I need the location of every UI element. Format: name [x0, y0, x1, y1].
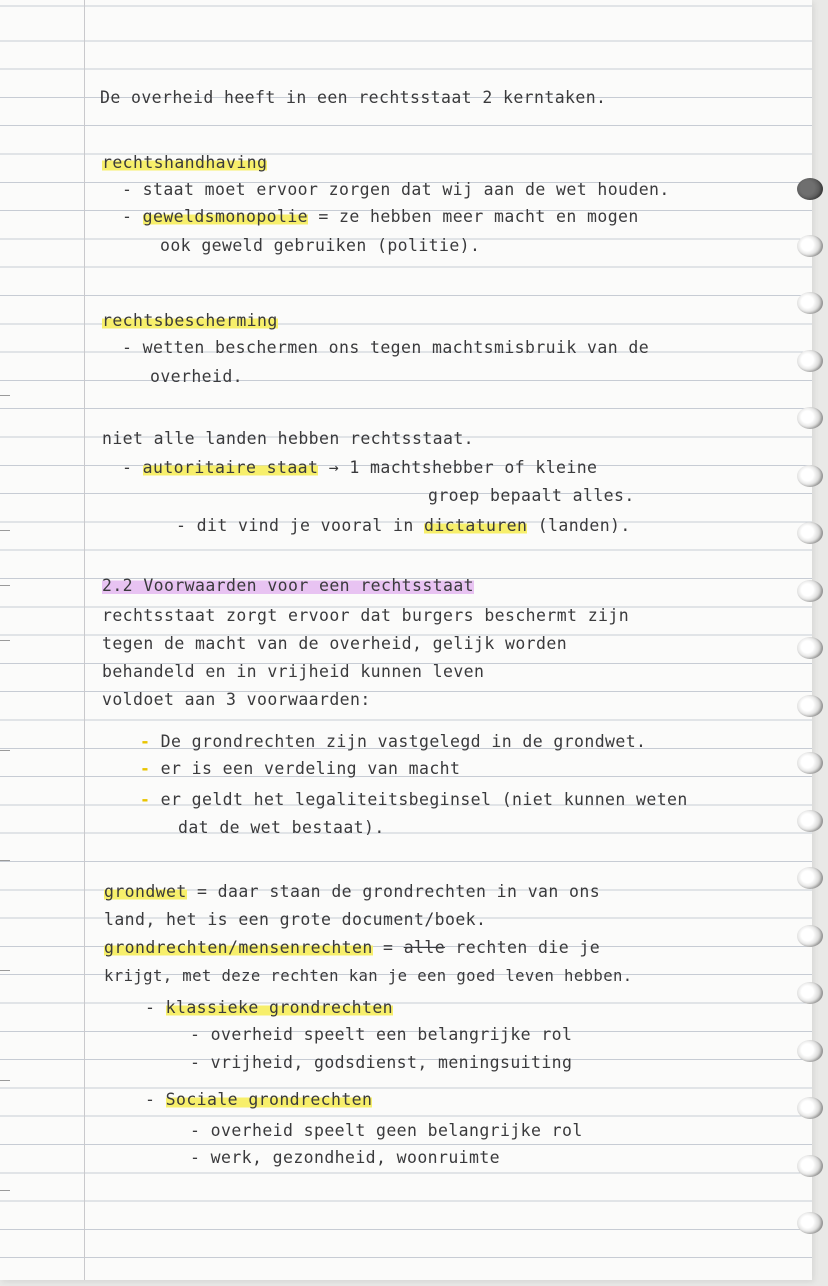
item-text: er geldt het legaliteitsbeginsel (niet kunnen weten: [160, 790, 688, 809]
list-item: - staat moet ervoor zorgen dat wij aan de wet houden.: [122, 180, 670, 199]
punch-hole-icon: [797, 982, 823, 1004]
list-item-continuation: ook geweld gebruiken (politie).: [160, 236, 481, 255]
punch-hole-icon: [797, 637, 823, 659]
punch-hole-icon: [797, 810, 823, 832]
paragraph-line: rechtsstaat zorgt ervoor dat burgers beschermt zijn: [102, 606, 630, 625]
dash: -: [145, 1090, 166, 1109]
edge-tick: [0, 640, 10, 641]
list-item-continuation: dat de wet bestaat).: [178, 818, 385, 837]
item-text: De grondrechten zijn vastgelegd in de grondwet.: [160, 732, 647, 751]
term-definition: = daar staan de grondrechten in van ons: [186, 882, 601, 901]
paragraph-line: niet alle landen hebben rechtsstaat.: [102, 429, 475, 448]
term-highlight: dictaturen: [424, 516, 528, 535]
term-definition: = ze hebben meer macht en mogen: [308, 207, 639, 226]
list-item: [145, 1090, 372, 1110]
punch-hole-icon: [797, 465, 823, 487]
dash: -: [145, 998, 166, 1017]
term-highlight: autoritaire staat: [142, 458, 319, 477]
section-heading-voorwaarden: [102, 576, 474, 596]
paragraph-line: land, het is een grote document/boek.: [104, 910, 487, 929]
list-item: [140, 759, 460, 779]
edge-tick: [0, 1190, 10, 1191]
punch-hole-icon: [797, 1097, 823, 1119]
sub-suffix: (landen).: [527, 516, 631, 535]
struck-word: alle: [403, 938, 446, 957]
punch-hole-icon: [797, 1155, 823, 1177]
subheading-klassieke: klassieke grondrechten: [165, 998, 394, 1017]
section-heading-rechtshandhaving: [102, 153, 267, 173]
sub-prefix: - dit vind je vooral in: [176, 516, 425, 535]
edge-tick: [0, 860, 10, 861]
list-item: [140, 732, 646, 752]
margin-line: [84, 0, 85, 1280]
punch-hole-icon: [797, 178, 823, 200]
heading-text: rechtshandhaving: [102, 153, 268, 172]
dash-yellow: -: [140, 759, 161, 778]
punch-hole-icon: [797, 752, 823, 774]
heading-text: rechtsbescherming: [102, 311, 278, 330]
dash-yellow: -: [140, 732, 161, 751]
paragraph-line: voldoet aan 3 voorwaarden:: [102, 690, 371, 709]
intro-line: De overheid heeft in een rechtsstaat 2 kerntaken.: [100, 88, 607, 107]
list-item-continuation: overheid.: [150, 367, 244, 386]
edge-tick: [0, 970, 10, 971]
edge-tick: [0, 1080, 10, 1081]
punch-hole-icon: [797, 925, 823, 947]
sub-list-item: - overheid speelt een belangrijke rol: [190, 1025, 573, 1044]
list-item-continuation: groep bepaalt alles.: [428, 486, 635, 505]
dash-yellow: -: [140, 790, 161, 809]
paragraph-line: behandeld en in vrijheid kunnen leven: [102, 662, 485, 681]
subheading-sociale: Sociale grondrechten: [165, 1090, 373, 1109]
section-heading-rechtsbescherming: [102, 311, 278, 331]
punch-hole-icon: [797, 695, 823, 717]
edge-tick: [0, 585, 10, 586]
sub-list-item: [176, 516, 631, 536]
punch-hole-icon: [797, 580, 823, 602]
list-item: [140, 790, 688, 810]
edge-tick: [0, 395, 10, 396]
punch-hole-icon: [797, 1212, 823, 1234]
paragraph-line: [104, 882, 600, 902]
list-item: [145, 998, 393, 1018]
heading-text: 2.2 Voorwaarden voor een rechtsstaat: [102, 576, 475, 595]
term-highlight: geweldsmonopolie: [142, 207, 309, 226]
sub-list-item: - vrijheid, godsdienst, meningsuiting: [190, 1053, 573, 1072]
item-text: er is een verdeling van macht: [160, 759, 461, 778]
punch-hole-icon: [797, 867, 823, 889]
edge-tick: [0, 530, 10, 531]
list-item: - geweldsmonopolie = ze hebben meer macht en mogen: [122, 207, 639, 226]
term-highlight: grondwet: [104, 882, 187, 901]
equals: =: [372, 938, 404, 957]
paragraph-line: tegen de macht van de overheid, gelijk worden: [102, 634, 568, 653]
list-item: [122, 458, 597, 478]
dash: -: [122, 458, 143, 477]
punch-hole-icon: [797, 407, 823, 429]
paragraph-line: [104, 938, 600, 958]
sub-list-item: - werk, gezondheid, woonruimte: [190, 1148, 501, 1167]
punch-hole-icon: [797, 1040, 823, 1062]
term-highlight: grondrechten/mensenrechten: [104, 938, 373, 957]
list-item: - wetten beschermen ons tegen machtsmisbruik van de: [122, 338, 650, 357]
punch-hole-icon: [797, 235, 823, 257]
paragraph-line: krijgt, met deze rechten kan je een goed leven hebben.: [104, 967, 633, 985]
punch-hole-icon: [797, 292, 823, 314]
definition-rest: rechten die je: [445, 938, 601, 957]
punch-hole-icon: [797, 350, 823, 372]
term-definition: → 1 machtshebber of kleine: [318, 458, 598, 477]
edge-tick: [0, 750, 10, 751]
sub-list-item: - overheid speelt geen belangrijke rol: [190, 1121, 583, 1140]
punch-hole-icon: [797, 522, 823, 544]
